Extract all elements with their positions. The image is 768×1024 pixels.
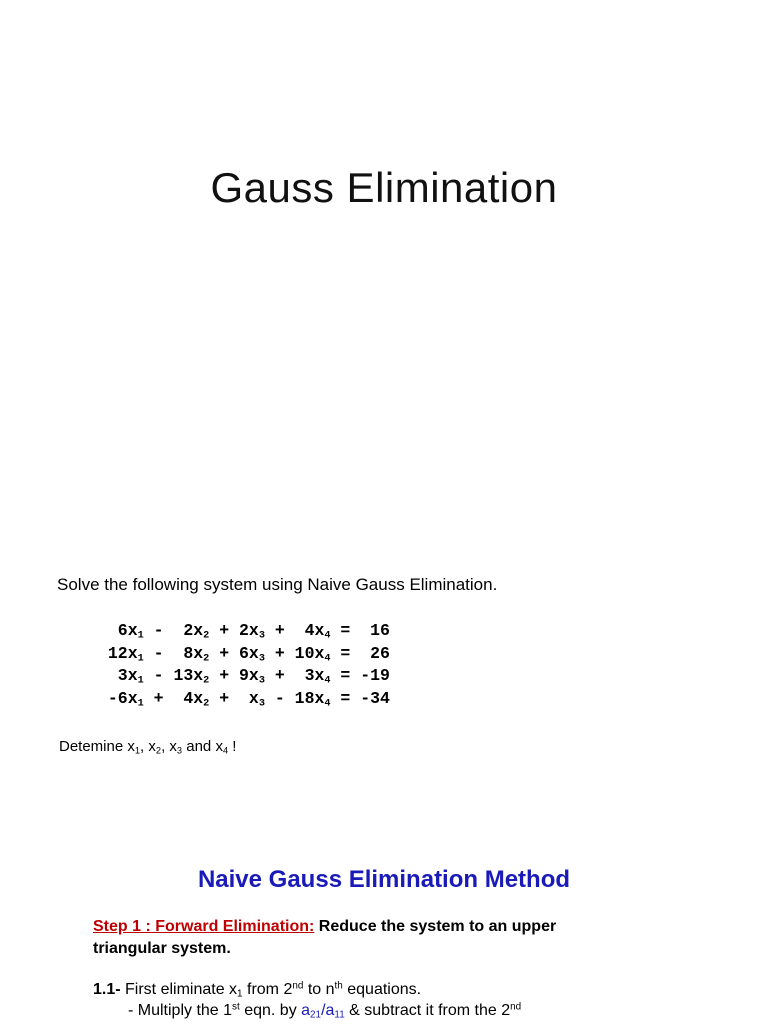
step-1-description	[93, 916, 556, 960]
subscript: 1	[137, 629, 144, 642]
text-segment: , x	[161, 738, 177, 755]
subscript: 1	[237, 988, 243, 1000]
text-segment: !	[228, 738, 237, 755]
superscript: st	[232, 1001, 240, 1013]
text-segment: = -34	[330, 689, 390, 709]
subscript: 2	[155, 745, 162, 756]
equation-row	[98, 643, 390, 666]
subscript: 21	[310, 1009, 322, 1021]
text-segment: eqn. by	[239, 1002, 302, 1019]
text-segment: 3x	[98, 666, 138, 686]
subscript: 4	[324, 674, 331, 687]
subscript: 1	[137, 652, 144, 665]
text-segment: - 13x	[143, 666, 204, 686]
slide-title: Gauss Elimination	[210, 164, 558, 211]
determine-instruction	[59, 738, 236, 755]
subscript: 4	[324, 697, 331, 710]
subscript: 1	[137, 674, 144, 687]
subscript: 2	[203, 674, 210, 687]
text-segment: from 2	[242, 981, 293, 998]
text-segment: + 2x	[209, 621, 259, 640]
text-segment: + x	[209, 689, 259, 709]
substep-number: 1.1-	[93, 981, 121, 998]
text-segment: + 6x	[209, 643, 259, 663]
subscript: 2	[203, 652, 210, 665]
substep-line-2	[128, 1002, 521, 1020]
step-1-text-continued: triangular system.	[93, 940, 231, 957]
equation-row	[98, 665, 390, 688]
text-segment: + 9x	[209, 666, 259, 686]
text-segment: + 4x	[264, 621, 325, 640]
subscript: 4	[324, 629, 331, 642]
substep-line-1	[121, 981, 422, 998]
text-segment: = 26	[330, 643, 390, 663]
equation-row	[98, 620, 390, 643]
text-segment: First eliminate x	[120, 981, 238, 998]
step-1-label: Step 1 : Forward Elimination:	[93, 918, 315, 935]
text-segment: and x	[182, 738, 223, 755]
step-1-text: Reduce the system to an upper	[314, 918, 557, 935]
text-segment: 6x	[98, 621, 138, 640]
subscript: 4	[324, 652, 331, 665]
subscript: 2	[203, 629, 210, 642]
text-segment: - 2x	[143, 621, 204, 640]
text-segment: - 8x	[143, 643, 204, 663]
text-segment: & subtract it from the 2	[344, 1002, 511, 1019]
superscript: th	[334, 980, 343, 992]
text-segment: = 16	[330, 621, 390, 640]
equation-row	[98, 688, 390, 711]
text-segment: equations.	[342, 981, 422, 998]
problem-prompt: Solve the following system using Naive Gauss Elimination.	[57, 575, 498, 594]
subscript: 3	[258, 652, 265, 665]
text-segment: /a	[321, 1002, 335, 1019]
text-segment: - 18x	[264, 689, 325, 709]
text-segment: -6x	[98, 689, 138, 709]
text-segment: to n	[303, 981, 335, 998]
subscript: 3	[258, 697, 265, 710]
subscript: 11	[334, 1009, 345, 1021]
superscript: nd	[292, 980, 304, 992]
text-segment: Detemine x	[59, 738, 135, 755]
text-segment: a	[301, 1002, 311, 1019]
text-segment: + 4x	[143, 689, 204, 709]
text-segment: - Multiply the 1	[128, 1002, 233, 1019]
subscript: 3	[258, 674, 265, 687]
equation-system	[98, 620, 390, 711]
subscript: 3	[258, 629, 265, 642]
text-segment: 12x	[98, 643, 138, 663]
method-heading: Naive Gauss Elimination Method	[197, 866, 571, 893]
subscript: 1	[137, 697, 144, 710]
text-segment: + 3x	[264, 666, 325, 686]
subscript: 1	[134, 745, 141, 756]
subscript: 2	[203, 697, 210, 710]
superscript: nd	[510, 1001, 522, 1013]
text-segment: + 10x	[264, 643, 325, 663]
text-segment: = -19	[330, 666, 390, 686]
subscript: 3	[176, 745, 183, 756]
subscript: 4	[222, 745, 229, 756]
substep-1-1	[93, 981, 421, 999]
text-segment: , x	[140, 738, 156, 755]
